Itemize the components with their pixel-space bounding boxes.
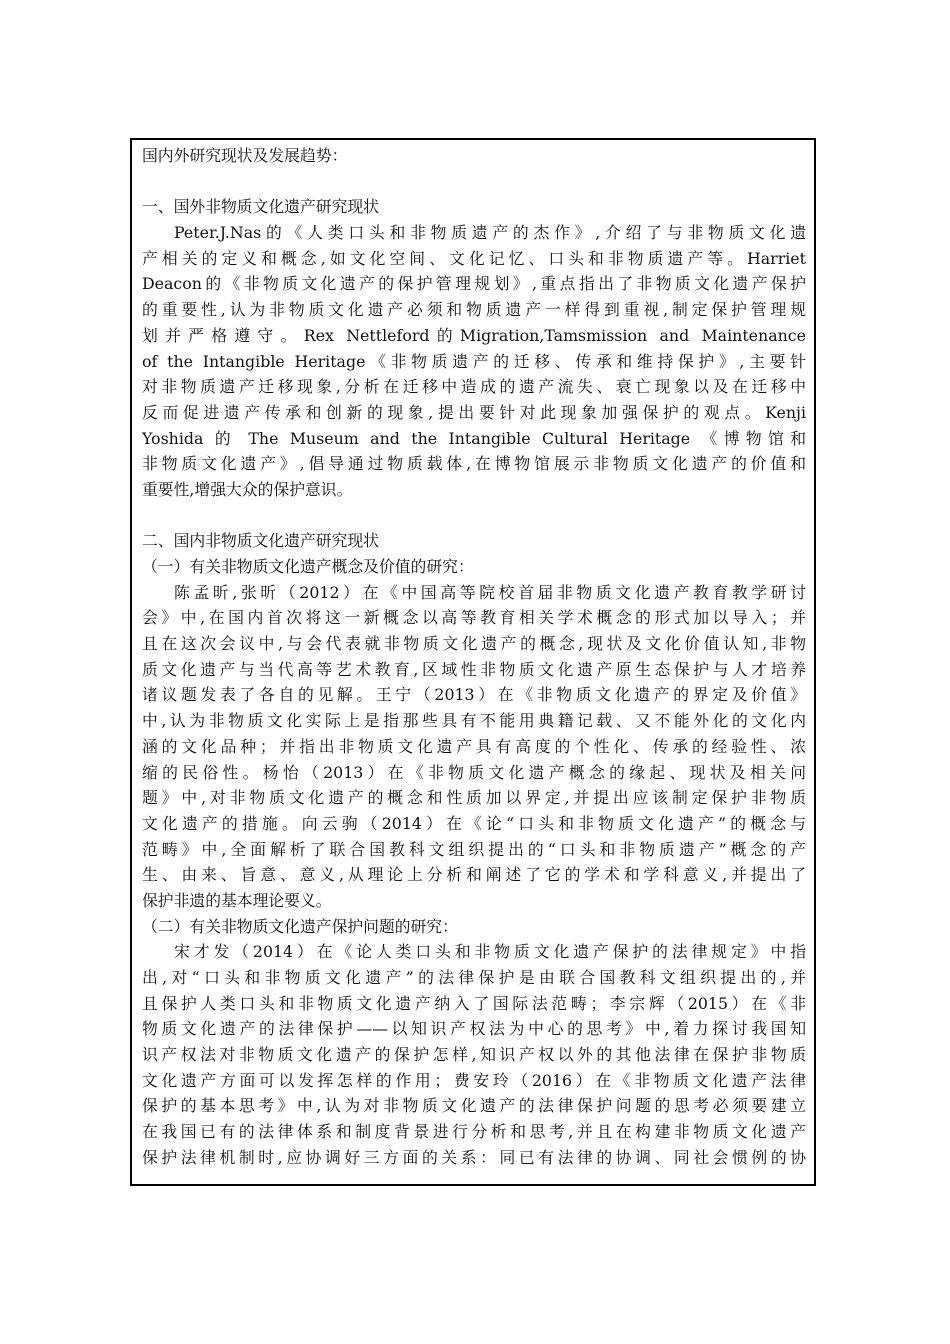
paragraph-line: 题》中,对非物质文化遗产的概念和性质加以界定,并提出应该制定保护非物质 xyxy=(142,788,806,808)
spacer xyxy=(142,503,806,529)
paragraph-line: 诸议题发表了各自的见解。王宁（2013）在《非物质文化遗产的界定及价值》 xyxy=(142,685,806,705)
paragraph-line: 的重要性,认为非物质文化遗产必须和物质遗产一样得到重视,制定保护管理规 xyxy=(142,300,806,320)
paragraph-line: 陈孟昕,张昕（2012）在《中国高等院校首届非物质文化遗产教育教学研讨 xyxy=(174,582,806,602)
paragraph-line: 宋才发（2014）在《论人类口头和非物质文化遗产保护的法律规定》中指 xyxy=(174,942,806,962)
paragraph-line: 重要性,增强大众的保护意识。 xyxy=(142,479,353,499)
paragraph-line: 且在这次会议中,与会代表就非物质文化遗产的概念,现状及文化价值认知,非物 xyxy=(142,634,806,654)
sub2-heading: （二）有关非物质文化遗产保护问题的研究： xyxy=(142,916,458,936)
paragraph-line: Deacon的《非物质文化遗产的保护管理规划》,重点指出了非物质文化遗产保护 xyxy=(142,274,806,294)
paragraph-line: 保护非遗的基本理论要义。 xyxy=(142,890,332,910)
paragraph-line: 质文化遗产与当代高等艺术教育,区域性非物质文化遗产原生态保护与人才培养 xyxy=(142,659,806,679)
spacer xyxy=(142,169,806,195)
paragraph-line: Peter.J.Nas的《人类口头和非物质遗产的杰作》,介绍了与非物质文化遗 xyxy=(174,223,806,243)
paragraph-line: 会》中,在国内首次将这一新概念以高等教育相关学术概念的形式加以导入；并 xyxy=(142,608,806,628)
paragraph-line: 在我国已有的法律体系和制度背景进行分析和思考,并且在构建非物质文化遗产 xyxy=(142,1122,806,1142)
content-table-cell xyxy=(130,138,816,1186)
part2-heading: 二、国内非物质文化遗产研究现状 xyxy=(142,531,379,551)
paragraph-line: 非物质文化遗产》,倡导通过物质载体,在博物馆展示非物质文化遗产的价值和 xyxy=(142,454,806,474)
paragraph-line: 保护法律机制时,应协调好三方面的关系：同已有法律的协调、同社会惯例的协 xyxy=(142,1147,806,1167)
paragraph-line: 缩的民俗性。杨怡（2013）在《非物质文化遗产概念的缘起、现状及相关问 xyxy=(142,762,806,782)
paragraph-line: 文化遗产的措施。向云驹（2014）在《论“口头和非物质文化遗产”的概念与 xyxy=(142,813,806,833)
sub1-heading: （一）有关非物质文化遗产概念及价值的研究： xyxy=(142,557,474,576)
paragraph-line: 生、由来、旨意、意义,从理论上分析和阐述了它的学术和学科意义,并提出了 xyxy=(142,865,806,885)
paragraph-line: Yoshida 的 The Museum and the Intangible Cultural Heritage 《博物馆和 xyxy=(142,428,806,448)
paragraph-line: 且保护人类口头和非物质文化遗产纳入了国际法范畴；李宗辉（2015）在《非 xyxy=(142,993,806,1013)
paragraph-line: 中,认为非物质文化实际上是指那些具有不能用典籍记载、又不能外化的文化内 xyxy=(142,711,806,731)
paragraph-line: 反而促进遗产传承和创新的现象,提出要针对此现象加强保护的观点。Kenji xyxy=(142,402,806,422)
paragraph-line: 产相关的定义和概念,如文化空间、文化记忆、口头和非物质遗产等。Harriet xyxy=(142,248,806,268)
paragraph-line: of the Intangible Heritage《非物质遗产的迁移、传承和维持保护》,主要针 xyxy=(142,351,806,371)
paragraph-line: 涵的文化品种；并指出非物质文化遗产具有高度的个性化、传承的经验性、浓 xyxy=(142,736,806,756)
paragraph-line: 物质文化遗产的法律保护——以知识产权法为中心的思考》中,着力探讨我国知 xyxy=(142,1019,806,1039)
paragraph-line: 保护的基本思考》中,认为对非物质文化遗产的法律保护问题的思考必须要建立 xyxy=(142,1096,806,1116)
paragraph-line: 出,对“口头和非物质文化遗产”的法律保护是由联合国教科文组织提出的,并 xyxy=(142,968,806,987)
paragraph-line: 文化遗产方面可以发挥怎样的作用；费安玲（2016）在《非物质文化遗产法律 xyxy=(142,1070,806,1090)
paragraph-line: 划并严格遵守。Rex Nettleford的Migration,Tamsmission and Maintenance xyxy=(142,325,806,345)
section-title: 国内外研究现状及发展趋势： xyxy=(142,146,348,165)
paragraph-line: 对非物质遗产迁移现象,分析在迁移中造成的遗产流失、衰亡现象以及在迁移中 xyxy=(142,377,806,397)
paragraph-line: 范畴》中,全面解析了联合国教科文组织提出的“口头和非物质遗产”概念的产 xyxy=(142,839,806,859)
paragraph-line: 识产权法对非物质文化遗产的保护怎样,知识产权以外的其他法律在保护非物质 xyxy=(142,1045,806,1065)
part1-heading: 一、国外非物质文化遗产研究现状 xyxy=(142,197,379,217)
